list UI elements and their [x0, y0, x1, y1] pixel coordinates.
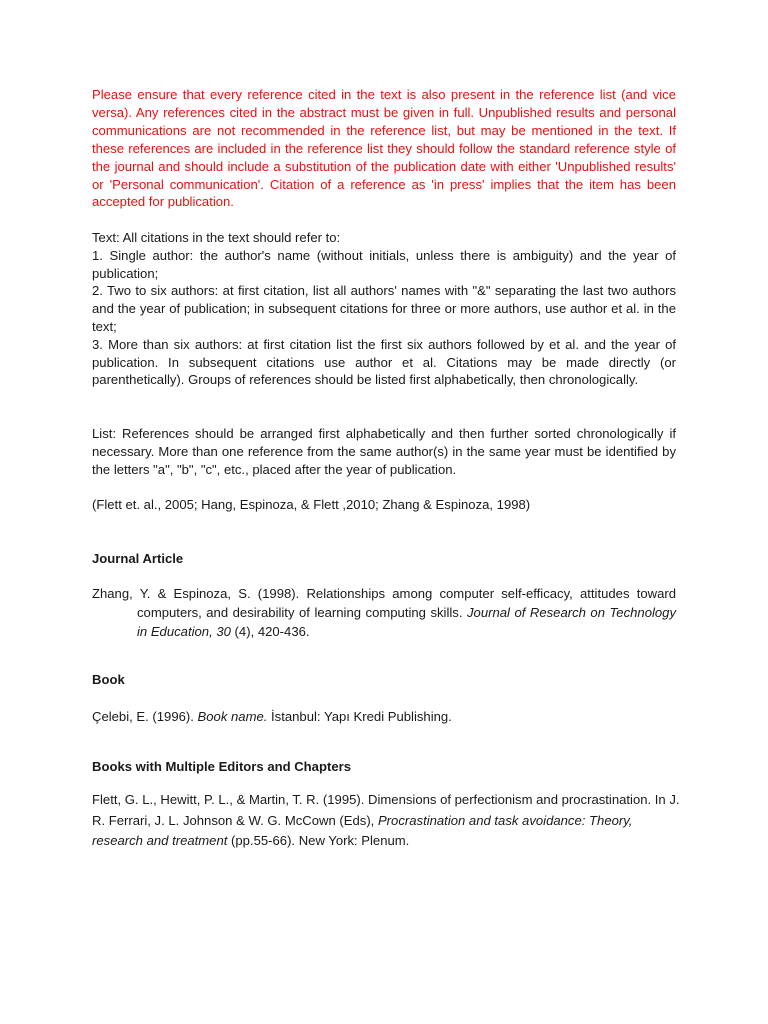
journal-article-reference	[92, 584, 676, 641]
reference-notice: Please ensure that every reference cited in the text is also present in the reference list (and vice versa). Any references cited in the abstract must be given in full. Unpublished results and personal communications are not recommended in the reference list, but may be mentioned in the text. If these references are included in the reference list they should follow the standard reference style of the journal and should include a substitution of the publication date with either 'Unpublished results' or 'Personal communication'. Citation of a reference as 'in press' implies that the item has been accepted for publication.	[92, 87, 676, 210]
journal-ref-italic: Journal of Research on Technology in Education, 30	[137, 605, 676, 639]
multi-ref-tail: (pp.55-66). New York: Plenum.	[227, 833, 410, 848]
citation-rule-two-to-six-authors: 2. Two to six authors: at first citation, list all authors' names with "&" separating the last two authors and the year of publication; in subsequent citations for three or more authors, use author et al. in the text;	[92, 283, 676, 334]
citation-rule-more-than-six-authors: 3. More than six authors: at first citation list the first six authors followed by et al. and the year of publication. In subsequent citations use author et al. Citations may be made directly (or parenthetically). Groups of references should be listed first alphabetically, then chronologically.	[92, 336, 676, 388]
book-ref-text: Çelebi, E. (1996).	[92, 709, 198, 724]
multiple-editors-heading: Books with Multiple Editors and Chapters	[92, 759, 351, 774]
reference-list-rule: List: References should be arranged first alphabetically and then further sorted chronologically if necessary. More than one reference from the same author(s) in the same year must be identified by the letters "a", "b", "c", etc., placed after the year of publication.	[92, 426, 676, 477]
book-heading: Book	[92, 672, 125, 687]
journal-ref-tail: (4), 420-436.	[230, 624, 310, 639]
journal-article-heading: Journal Article	[92, 551, 184, 566]
multi-ref-text: Flett, G. L., Hewitt, P. L., & Martin, T. R. (1995). Dimensions of perfectionism and procrastination. In J. R. Ferrari, J. L. Johnson & W. G. McCown (Eds),	[92, 792, 680, 828]
journal-ref-text: Zhang, Y. & Espinoza, S. (1998). Relationships among computer self-efficacy, attitudes toward computers, and desirability of learning computing skills.	[92, 586, 676, 620]
book-ref-tail: İstanbul: Yapı Kredi Publishing.	[267, 709, 452, 724]
citation-rules-intro: Text: All citations in the text should refer to:	[92, 230, 341, 245]
book-reference	[92, 707, 676, 726]
citation-example: (Flett et. al., 2005; Hang, Espinoza, & Flett ,2010; Zhang & Espinoza, 1998)	[92, 497, 531, 512]
book-ref-italic: Book name.	[197, 709, 268, 724]
multi-ref-italic: Procrastination and task avoidance: Theory, research and treatment	[92, 812, 633, 848]
multiple-editors-reference	[92, 790, 682, 852]
citation-rules	[92, 229, 676, 389]
citation-rule-single-author: 1. Single author: the author's name (without initials, unless there is ambiguity) and the year of publication;	[92, 247, 676, 281]
